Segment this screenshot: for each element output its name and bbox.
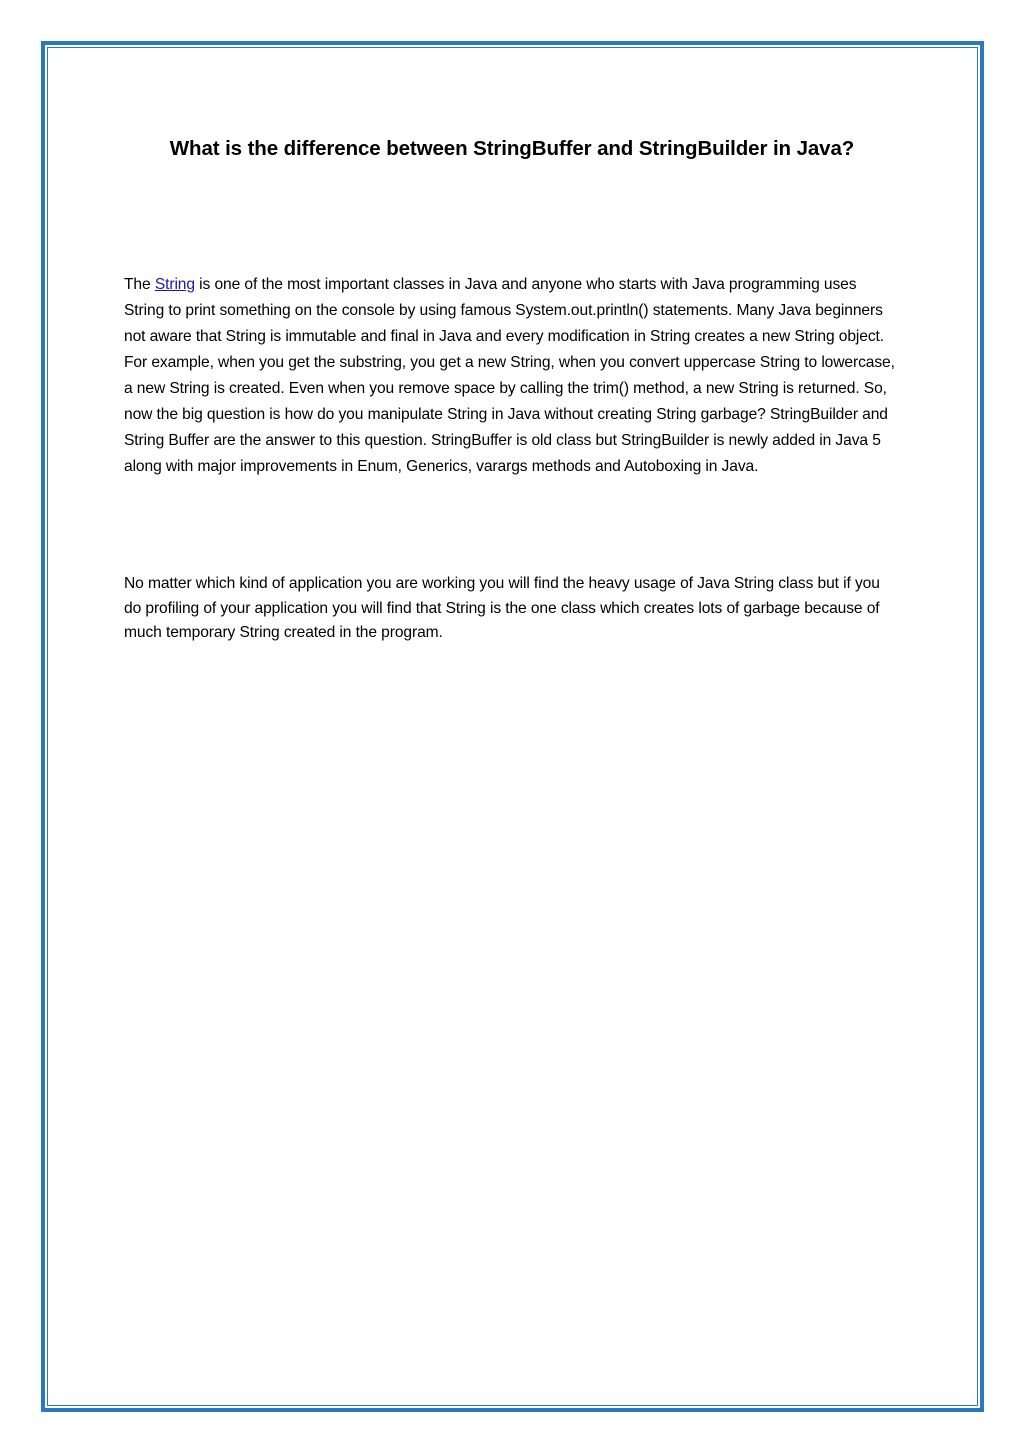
document-title: What is the difference between StringBuffer and StringBuilder in Java? <box>169 137 855 160</box>
paragraph-garbage: No matter which kind of application you are working you will find the heavy usage of Java String class but if you do profiling of your application you will find that String is the one class which creates lots of garbage because of much temporary String created in the program. <box>124 575 880 641</box>
paragraph-intro-prefix: The <box>124 276 155 293</box>
page-border-inner <box>47 47 978 1406</box>
string-link[interactable]: String <box>154 276 195 293</box>
paragraph-intro-body: is one of the most important classes in Java and anyone who starts with Java programming uses String to print something on the console by using famous System.out.println() statements. Many Java beginners not aware that String is immutable and final in Java and every modification in String creates a new String object. For example, when you get the substring, you get a new String, when you convert uppercase String to lowercase, a new String is created. Even when you remove space by calling the trim() method, a new String is returned. So, now the big question is how do you manipulate String in Java without creating String garbage? StringBuilder and String Buffer are the answer to this question. StringBuffer is old class but StringBuilder is newly added in Java 5 along with major improvements in Enum, Generics, varargs methods and Autoboxing in Java. <box>124 276 895 475</box>
paragraph-intro <box>124 272 896 480</box>
